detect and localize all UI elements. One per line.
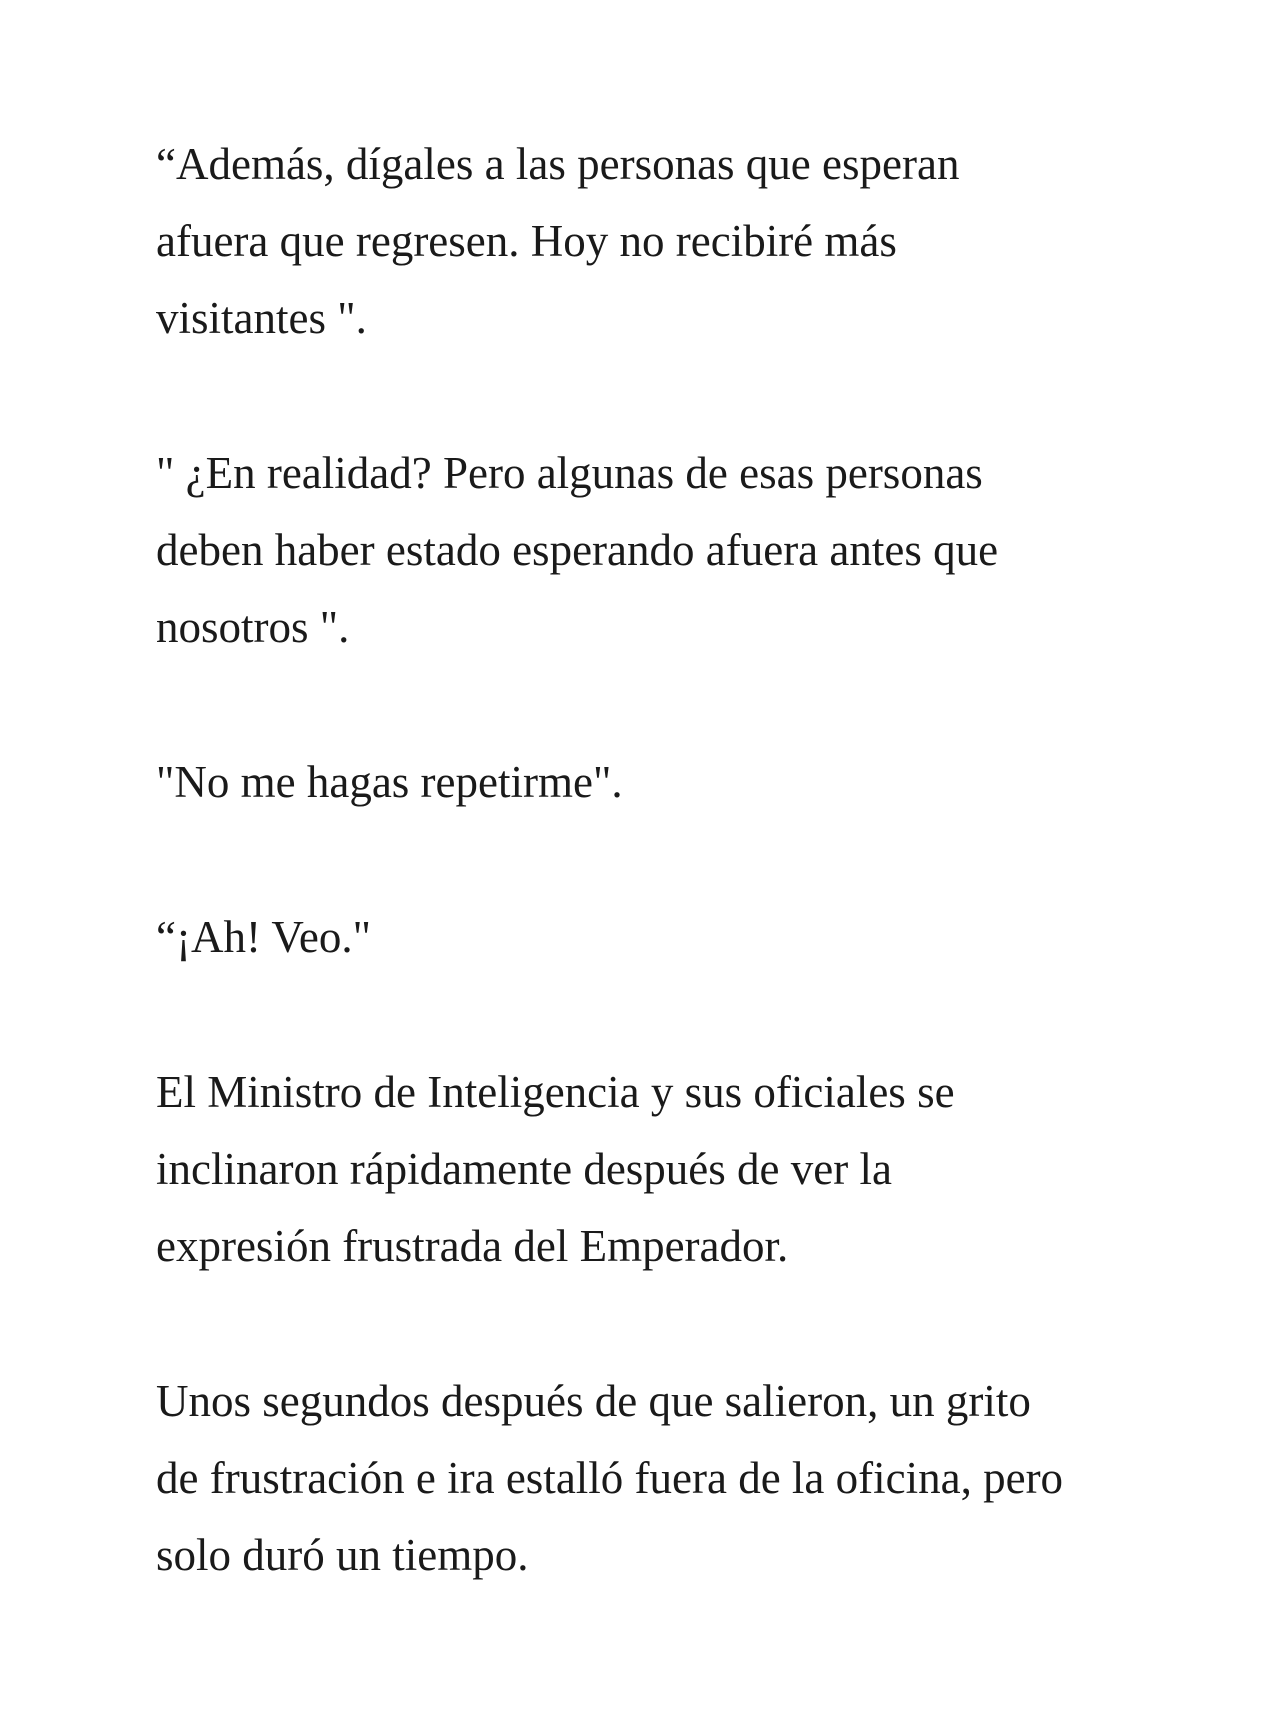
paragraph-5 [156, 1054, 1170, 1285]
paragraph-1 [156, 126, 1170, 357]
text-line: deben haber estado esperando afuera antes que [156, 525, 999, 575]
text-line: “Además, dígales a las personas que esperan [156, 139, 960, 189]
text-line: afuera que regresen. Hoy no recibiré más [156, 216, 897, 266]
paragraph-6 [156, 1363, 1170, 1594]
paragraph-3 [156, 744, 1170, 821]
text-line: “¡Ah! Veo." [156, 912, 371, 962]
text-line: inclinaron rápidamente después de ver la [156, 1144, 892, 1194]
text-line: visitantes ". [156, 293, 367, 343]
text-line: " ¿En realidad? Pero algunas de esas personas [156, 448, 983, 498]
text-line: El Ministro de Inteligencia y sus oficiales se [156, 1067, 955, 1117]
text-line: Unos segundos después de que salieron, un grito [156, 1376, 1031, 1426]
text-line: nosotros ". [156, 602, 350, 652]
text-line: solo duró un tiempo. [156, 1530, 529, 1580]
text-line: de frustración e ira estalló fuera de la oficina, pero [156, 1453, 1064, 1503]
paragraph-2 [156, 435, 1170, 666]
paragraph-4 [156, 899, 1170, 976]
text-line: expresión frustrada del Emperador. [156, 1221, 789, 1271]
text-line: "No me hagas repetirme". [156, 757, 623, 807]
